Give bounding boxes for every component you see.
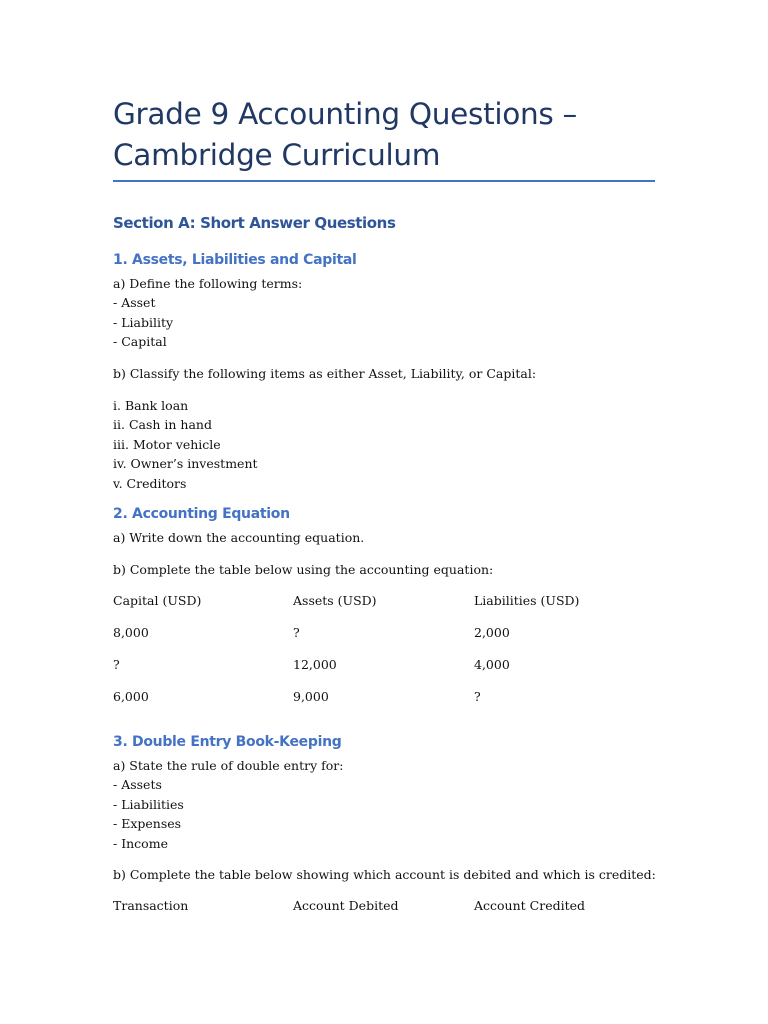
q1-a-prompt: a) Define the following terms: bbox=[113, 276, 303, 291]
q3-heading: 3. Double Entry Book-Keeping bbox=[113, 734, 342, 750]
q3-part-a bbox=[113, 756, 343, 853]
list-item: - Asset bbox=[113, 295, 156, 311]
list-item: - Capital bbox=[113, 334, 167, 350]
table-cell: 9,000 bbox=[293, 689, 329, 704]
table-cell: 6,000 bbox=[113, 689, 149, 704]
q1-b-prompt: b) Classify the following items as either Asset, Liability, or Capital: bbox=[113, 366, 537, 381]
table-cell: ? bbox=[293, 625, 300, 640]
q1-part-b-list bbox=[113, 396, 258, 493]
list-item: - Assets bbox=[113, 777, 162, 793]
table-cell: ? bbox=[113, 657, 120, 672]
list-item: ii. Cash in hand bbox=[113, 417, 212, 433]
table-header-cell: Capital (USD) bbox=[113, 593, 202, 608]
title-line-1: Grade 9 Accounting Questions – bbox=[113, 97, 578, 131]
table-header-cell: Account Credited bbox=[474, 898, 586, 913]
table-header-cell: Assets (USD) bbox=[293, 593, 377, 608]
section-a-heading: Section A: Short Answer Questions bbox=[113, 214, 396, 232]
table-cell: 8,000 bbox=[113, 625, 149, 640]
list-item: - Income bbox=[113, 835, 168, 851]
list-item: iv. Owner’s investment bbox=[113, 456, 258, 472]
q1-part-a bbox=[113, 274, 302, 352]
list-item: v. Creditors bbox=[113, 475, 187, 491]
list-item: i. Bank loan bbox=[113, 398, 189, 413]
table-cell: 2,000 bbox=[474, 625, 510, 640]
q2-b-prompt: b) Complete the table below using the accounting equation: bbox=[113, 562, 494, 577]
q2-heading: 2. Accounting Equation bbox=[113, 506, 290, 522]
list-item: - Liabilities bbox=[113, 796, 184, 812]
title-line-2: Cambridge Curriculum bbox=[113, 138, 441, 172]
list-item: - Expenses bbox=[113, 816, 182, 832]
document-title bbox=[113, 94, 673, 176]
table-cell: 12,000 bbox=[293, 657, 337, 672]
list-item: - Liability bbox=[113, 314, 174, 330]
q1-heading: 1. Assets, Liabilities and Capital bbox=[113, 252, 357, 268]
table-cell: 4,000 bbox=[474, 657, 510, 672]
q2-a-prompt: a) Write down the accounting equation. bbox=[113, 530, 365, 545]
list-item: iii. Motor vehicle bbox=[113, 436, 221, 452]
table-header-cell: Transaction bbox=[113, 898, 189, 913]
q3-b-prompt: b) Complete the table below showing which account is debited and which is credited: bbox=[113, 867, 656, 882]
table-header-cell: Account Debited bbox=[293, 898, 399, 913]
table-header-cell: Liabilities (USD) bbox=[474, 593, 580, 608]
table-cell: ? bbox=[474, 689, 481, 704]
q3-a-prompt: a) State the rule of double entry for: bbox=[113, 758, 344, 773]
title-underline bbox=[113, 180, 655, 182]
